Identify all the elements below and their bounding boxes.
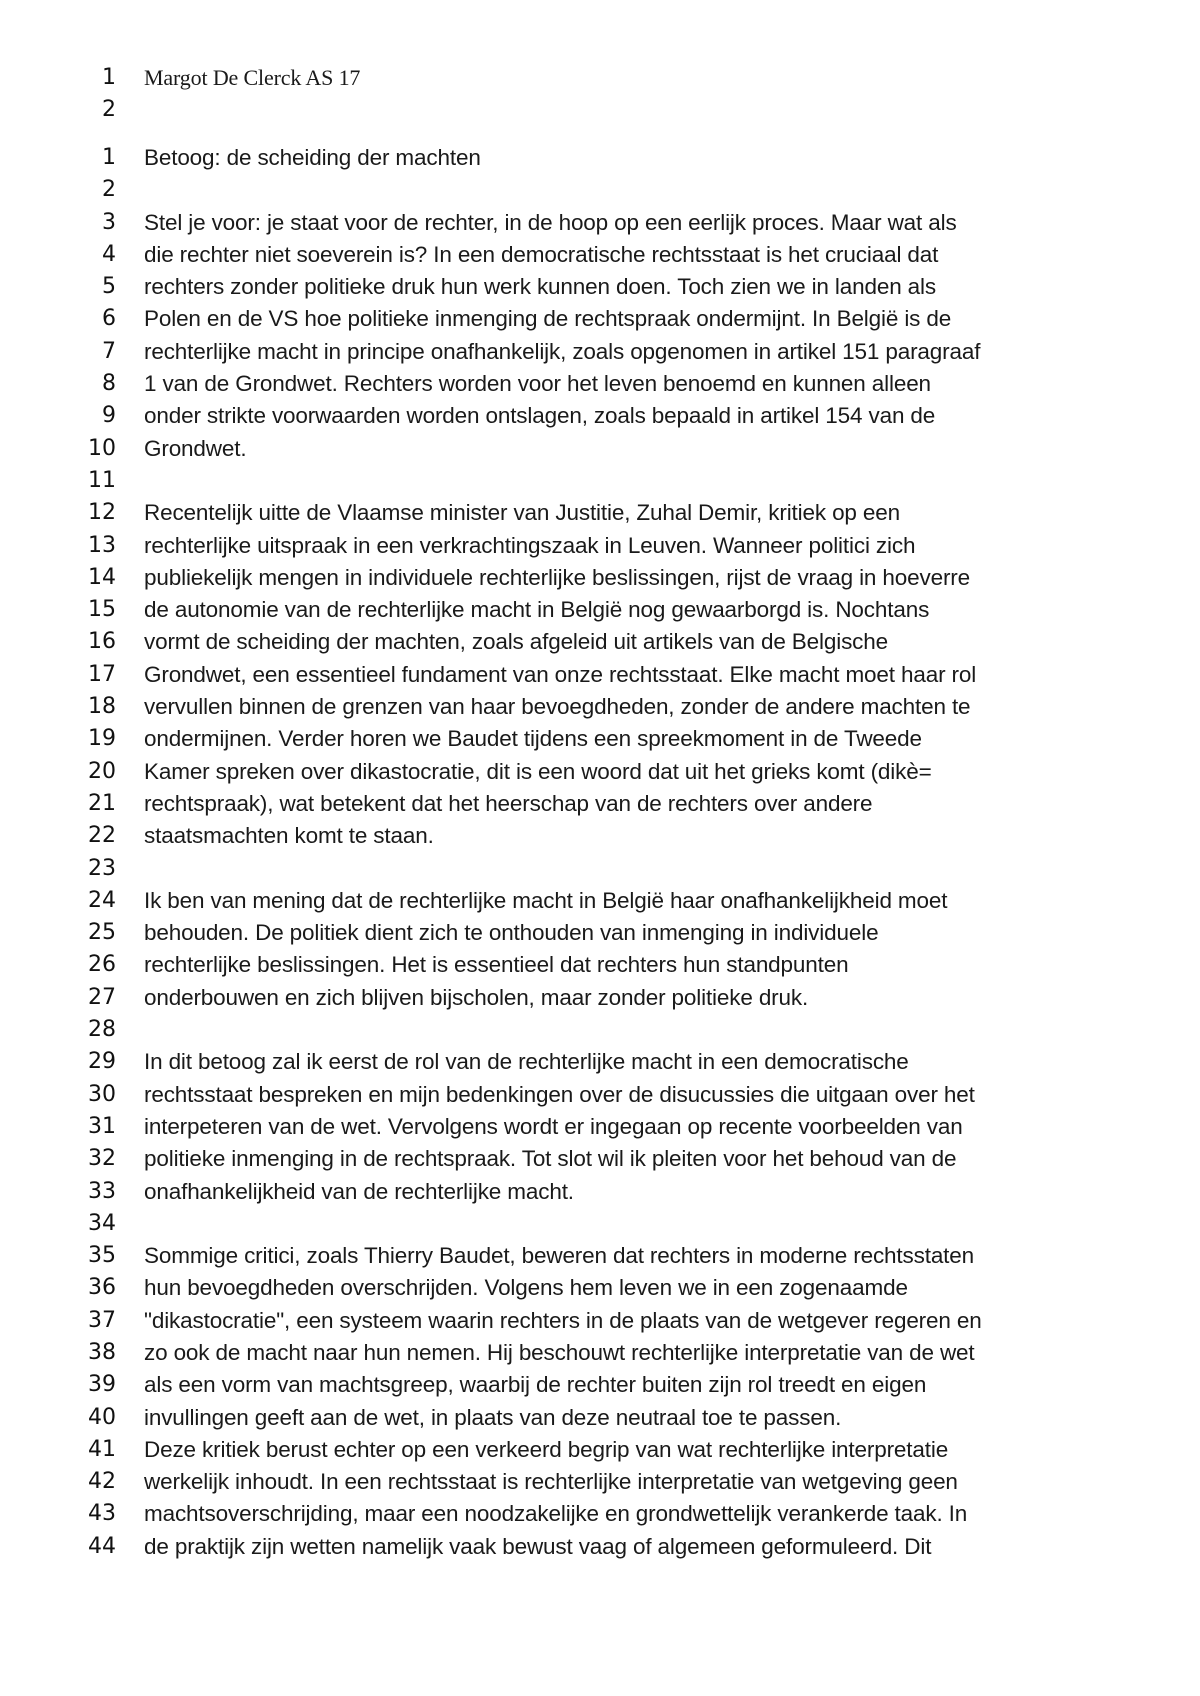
paragraph-line: machtsoverschrijding, maar een noodzakelijke en grondwettelijk verankerde taak. In: [144, 1501, 968, 1527]
paragraph-line: vormt de scheiding der machten, zoals afgeleid uit artikels van de Belgische: [144, 629, 889, 655]
numbered-line: [0, 1111, 1200, 1143]
numbered-line: [0, 433, 1200, 465]
numbered-line: [0, 982, 1200, 1014]
numbered-line: [0, 368, 1200, 400]
numbered-line: [0, 594, 1200, 626]
paragraph-line: In dit betoog zal ik eerst de rol van de rechterlijke macht in een democratische: [144, 1049, 909, 1075]
line-number: 22: [88, 823, 116, 849]
line-number: 11: [88, 467, 116, 493]
line-number: 13: [88, 532, 116, 558]
line-number: 31: [88, 1113, 116, 1139]
numbered-line: [0, 788, 1200, 820]
line-number: 23: [88, 855, 116, 881]
paragraph-line: onderbouwen en zich blijven bijscholen, maar zonder politieke druk.: [144, 984, 809, 1010]
numbered-line: [0, 1498, 1200, 1530]
line-number: 18: [88, 694, 116, 720]
line-number: 43: [88, 1501, 116, 1527]
paragraph-line: vervullen binnen de grenzen van haar bevoegdheden, zonder de andere machten te: [144, 694, 971, 720]
numbered-line: [0, 1531, 1200, 1563]
numbered-line: [0, 626, 1200, 658]
numbered-line: [0, 723, 1200, 755]
paragraph-line: die rechter niet soeverein is? In een democratische rechtsstaat is het cruciaal dat: [144, 241, 939, 267]
paragraph-line: politieke inmenging in de rechtspraak. Tot slot wil ik pleiten voor het behoud van de: [144, 1146, 957, 1172]
numbered-line: [0, 659, 1200, 691]
numbered-line: [0, 1046, 1200, 1078]
paragraph-line: Grondwet.: [144, 435, 247, 461]
line-number: 16: [88, 629, 116, 655]
numbered-line: [0, 1272, 1200, 1304]
numbered-line: [0, 917, 1200, 949]
line-number: 37: [88, 1307, 116, 1333]
numbered-line: [0, 271, 1200, 303]
paragraph-line: invullingen geeft aan de wet, in plaats van deze neutraal toe te passen.: [144, 1404, 842, 1430]
line-number: 12: [88, 500, 116, 526]
paragraph-line: de praktijk zijn wetten namelijk vaak bewust vaag of algemeen geformuleerd. Dit: [144, 1533, 932, 1559]
paragraph-line: rechterlijke beslissingen. Het is essentieel dat rechters hun standpunten: [144, 952, 849, 978]
numbered-line: [0, 1369, 1200, 1401]
numbered-line: [0, 691, 1200, 723]
numbered-line: [0, 949, 1200, 981]
line-number: 1: [102, 145, 116, 170]
paragraph-line: staatsmachten komt te staan.: [144, 823, 434, 849]
numbered-line: [0, 239, 1200, 271]
numbered-line: [0, 1466, 1200, 1498]
paragraph-line: Kamer spreken over dikastocratie, dit is een woord dat uit het grieks komt (dikè=: [144, 758, 932, 784]
paragraph-line: ondermijnen. Verder horen we Baudet tijdens een spreekmoment in de Tweede: [144, 726, 922, 752]
line-number: 24: [88, 887, 116, 913]
line-number: 41: [88, 1436, 116, 1462]
essay-title: Betoog: de scheiding der machten: [144, 145, 481, 170]
numbered-line: [0, 1240, 1200, 1272]
numbered-line: [0, 142, 1200, 174]
paragraph-line: Deze kritiek berust echter op een verkeerd begrip van wat rechterlijke interpretatie: [144, 1436, 949, 1462]
line-number: 34: [88, 1210, 116, 1236]
line-number: 7: [102, 338, 116, 364]
paragraph-line: Recentelijk uitte de Vlaamse minister van Justitie, Zuhal Demir, kritiek op een: [144, 500, 900, 526]
paragraph-line: onder strikte voorwaarden worden ontslagen, zoals bepaald in artikel 154 van de: [144, 403, 936, 429]
line-number: 9: [102, 403, 116, 429]
document-header: [0, 62, 1200, 127]
line-number: 36: [88, 1275, 116, 1301]
paragraph-line: rechterlijke uitspraak in een verkrachtingszaak in Leuven. Wanneer politici zich: [144, 532, 916, 558]
paragraph-line: rechterlijke macht in principe onafhankelijk, zoals opgenomen in artikel 151 paragraaf: [144, 338, 981, 364]
numbered-line: [0, 1079, 1200, 1111]
numbered-line: [0, 756, 1200, 788]
paragraph-line: rechtsstaat bespreken en mijn bedenkingen over de disucussies die uitgaan over het: [144, 1081, 975, 1107]
paragraph-line: Sommige critici, zoals Thierry Baudet, beweren dat rechters in moderne rechtsstaten: [144, 1243, 975, 1269]
line-number: 44: [88, 1533, 116, 1559]
paragraph-line: Grondwet, een essentieel fundament van onze rechtsstaat. Elke macht moet haar rol: [144, 661, 977, 687]
line-number: 38: [88, 1339, 116, 1365]
line-number: 5: [102, 274, 116, 300]
numbered-line: [0, 885, 1200, 917]
line-number: 42: [88, 1469, 116, 1495]
numbered-line: [0, 94, 1200, 126]
numbered-line: [0, 62, 1200, 94]
numbered-line: [0, 1402, 1200, 1434]
paragraph-line: werkelijk inhoudt. In een rechtsstaat is rechterlijke interpretatie van wetgeving geen: [144, 1469, 958, 1495]
paragraph-line: publiekelijk mengen in individuele rechterlijke beslissingen, rijst de vraag in hoeverre: [144, 564, 971, 590]
numbered-line: [0, 303, 1200, 335]
numbered-line: [0, 853, 1200, 885]
line-number: 2: [102, 97, 116, 123]
numbered-line: [0, 1337, 1200, 1369]
line-number: 4: [102, 241, 116, 267]
paragraph-line: zo ook de macht naar hun nemen. Hij beschouwt rechterlijke interpretatie van de wet: [144, 1339, 975, 1365]
line-number: 1: [102, 65, 116, 90]
paragraph-line: rechtspraak), wat betekent dat het heerschap van de rechters over andere: [144, 790, 873, 816]
line-number: 14: [88, 564, 116, 590]
numbered-line: [0, 1208, 1200, 1240]
line-number: 28: [88, 1017, 116, 1043]
paragraph-line: "dikastocratie", een systeem waarin rechters in de plaats van de wetgever regeren en: [144, 1307, 982, 1333]
paragraph-line: rechters zonder politieke druk hun werk kunnen doen. Toch zien we in landen als: [144, 274, 936, 300]
line-number: 29: [88, 1049, 116, 1075]
paragraph-line: 1 van de Grondwet. Rechters worden voor het leven benoemd en kunnen alleen: [144, 371, 931, 397]
line-number: 25: [88, 920, 116, 946]
line-number: 40: [88, 1404, 116, 1430]
line-number: 19: [88, 726, 116, 752]
paragraph-line: hun bevoegdheden overschrijden. Volgens hem leven we in een zogenaamde: [144, 1275, 908, 1301]
numbered-line: [0, 465, 1200, 497]
numbered-line: [0, 1434, 1200, 1466]
numbered-line: [0, 400, 1200, 432]
line-number: 35: [88, 1243, 116, 1269]
numbered-line: [0, 562, 1200, 594]
numbered-line: [0, 1305, 1200, 1337]
numbered-line: [0, 820, 1200, 852]
numbered-line: [0, 1014, 1200, 1046]
paragraph-line: onafhankelijkheid van de rechterlijke macht.: [144, 1178, 574, 1204]
line-number: 17: [88, 661, 116, 687]
line-number: 39: [88, 1372, 116, 1398]
line-number: 21: [88, 790, 116, 816]
paragraph-line: interpeteren van de wet. Vervolgens wordt er ingegaan op recente voorbeelden van: [144, 1113, 963, 1139]
numbered-line: [0, 1143, 1200, 1175]
numbered-line: [0, 336, 1200, 368]
numbered-line: [0, 530, 1200, 562]
line-number: 3: [102, 209, 116, 235]
line-number: 20: [88, 758, 116, 784]
document-body: [0, 142, 1200, 1563]
paragraph-line: Polen en de VS hoe politieke inmenging de rechtspraak ondermijnt. In België is de: [144, 306, 952, 332]
line-number: 32: [88, 1146, 116, 1172]
numbered-line: [0, 207, 1200, 239]
author-line: Margot De Clerck AS 17: [144, 65, 361, 90]
paragraph-line: Stel je voor: je staat voor de rechter, in de hoop op een eerlijk proces. Maar wat als: [144, 209, 957, 235]
paragraph-line: als een vorm van machtsgreep, waarbij de rechter buiten zijn rol treedt en eigen: [144, 1372, 927, 1398]
line-number: 6: [102, 306, 116, 332]
line-number: 15: [88, 597, 116, 623]
line-number: 26: [88, 952, 116, 978]
line-number: 27: [88, 984, 116, 1010]
paragraph-line: Ik ben van mening dat de rechterlijke macht in België haar onafhankelijkheid moet: [144, 887, 948, 913]
numbered-line: [0, 174, 1200, 206]
numbered-line: [0, 497, 1200, 529]
paragraph-line: behouden. De politiek dient zich te onthouden van inmenging in individuele: [144, 920, 879, 946]
line-number: 8: [102, 371, 116, 397]
numbered-line: [0, 1176, 1200, 1208]
line-number: 33: [88, 1178, 116, 1204]
line-number: 10: [88, 435, 116, 461]
line-number: 30: [88, 1081, 116, 1107]
line-number: 2: [102, 177, 116, 203]
paragraph-line: de autonomie van de rechterlijke macht in België nog gewaarborgd is. Nochtans: [144, 597, 930, 623]
